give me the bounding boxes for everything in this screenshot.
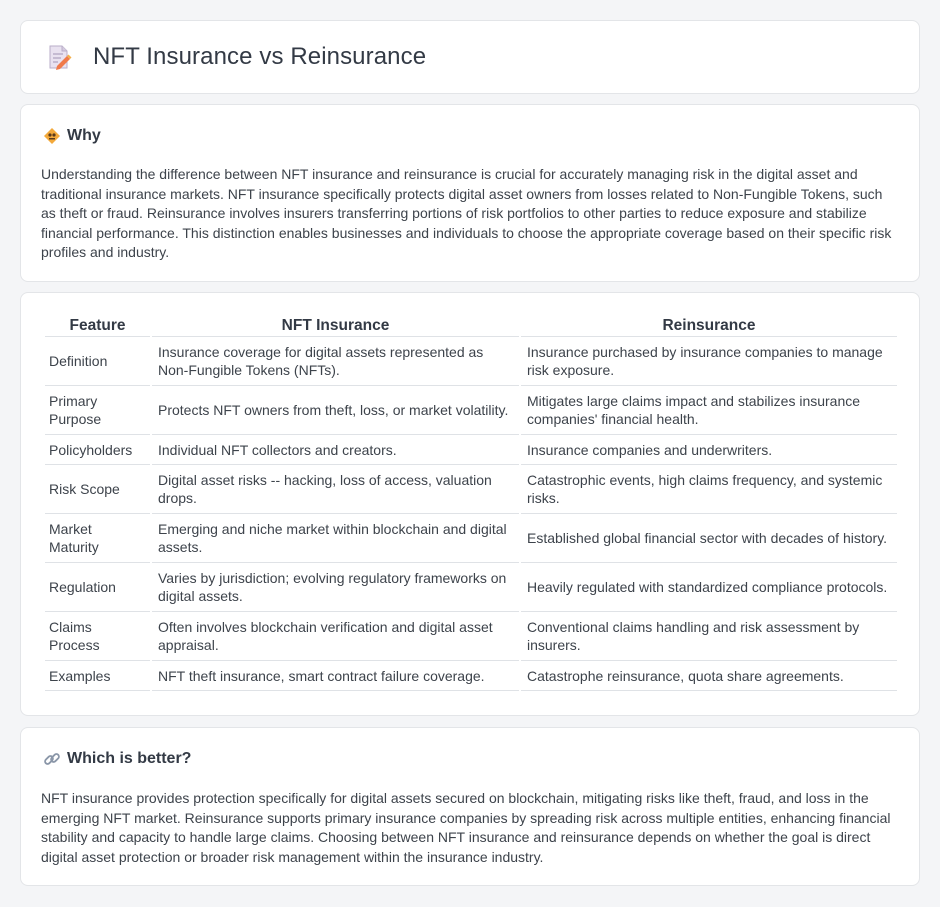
feature-cell: Examples: [45, 661, 150, 691]
better-card: [20, 727, 920, 886]
document-edit-icon: [45, 43, 73, 71]
reinsurance-cell: Insurance companies and underwriters.: [521, 435, 897, 465]
reinsurance-cell: Conventional claims handling and risk assessment by insurers.: [521, 612, 897, 661]
reinsurance-cell: Insurance purchased by insurance companies to manage risk exposure.: [521, 337, 897, 386]
table-row: [45, 514, 897, 563]
table-row: [45, 661, 897, 691]
reinsurance-cell: Catastrophic events, high claims frequency, and systemic risks.: [521, 465, 897, 514]
table-row: [45, 435, 897, 465]
nft-cell: Protects NFT owners from theft, loss, or market volatility.: [152, 386, 519, 435]
nft-cell: Individual NFT collectors and creators.: [152, 435, 519, 465]
link-icon: [43, 750, 61, 768]
diamond-sign-icon: [43, 127, 61, 145]
title-card: [20, 20, 920, 94]
why-card: [20, 104, 920, 282]
reinsurance-cell: Established global financial sector with decades of history.: [521, 514, 897, 563]
header-feature: Feature: [45, 316, 150, 337]
why-text: Understanding the difference between NFT insurance and reinsurance is crucial for accurately managing risk in the digital asset and traditional insurance markets. NFT insurance specifically protects digital asset owners from losses related to Non-Fungible Tokens, such as theft or fraud. Reinsurance involves insurers transferring portions of risk portfolios to other parties to reduce exposure and stabilize financial performance. This distinction enables businesses and individuals to choose the appropriate coverage based on their specific risk profiles and industry.: [41, 166, 892, 260]
nft-cell: Digital asset risks -- hacking, loss of access, valuation drops.: [152, 465, 519, 514]
header-nft-insurance: NFT Insurance: [152, 316, 519, 337]
better-heading-row: [43, 750, 191, 768]
why-heading: Why: [67, 127, 101, 144]
header-reinsurance: Reinsurance: [521, 316, 897, 337]
table-row: [45, 612, 897, 661]
reinsurance-cell: Mitigates large claims impact and stabilizes insurance companies' financial health.: [521, 386, 897, 435]
feature-cell: Market Maturity: [45, 514, 150, 563]
feature-cell: Regulation: [45, 563, 150, 612]
table-row: [45, 386, 897, 435]
comparison-table: [43, 316, 899, 691]
table-row: [45, 465, 897, 514]
why-heading-row: [43, 127, 101, 145]
page-title: NFT Insurance vs Reinsurance: [93, 43, 427, 70]
nft-cell: Varies by jurisdiction; evolving regulatory frameworks on digital assets.: [152, 563, 519, 612]
table-row: [45, 563, 897, 612]
feature-cell: Risk Scope: [45, 465, 150, 514]
reinsurance-cell: Catastrophe reinsurance, quota share agreements.: [521, 661, 897, 691]
nft-cell: NFT theft insurance, smart contract failure coverage.: [152, 661, 519, 691]
table-header-row: [45, 316, 897, 337]
feature-cell: Claims Process: [45, 612, 150, 661]
reinsurance-cell: Heavily regulated with standardized compliance protocols.: [521, 563, 897, 612]
table-row: [45, 337, 897, 386]
comparison-card: [20, 292, 920, 716]
title-row: [45, 43, 426, 71]
feature-cell: Primary Purpose: [45, 386, 150, 435]
nft-cell: Emerging and niche market within blockchain and digital assets.: [152, 514, 519, 563]
better-text: NFT insurance provides protection specifically for digital assets secured on blockchain, mitigating risks like theft, fraud, and loss in the emerging NFT market. Reinsurance supports primary insurance companies by spreading risk across multiple entities, enhancing financial stability and capacity to handle large claims. Choosing between NFT insurance and reinsurance depends on whether the goal is direct digital asset protection or broader risk management within the insurance industry.: [41, 790, 891, 865]
nft-cell: Often involves blockchain verification and digital asset appraisal.: [152, 612, 519, 661]
feature-cell: Definition: [45, 337, 150, 386]
feature-cell: Policyholders: [45, 435, 150, 465]
better-heading: Which is better?: [67, 750, 192, 767]
nft-cell: Insurance coverage for digital assets represented as Non-Fungible Tokens (NFTs).: [152, 337, 519, 386]
